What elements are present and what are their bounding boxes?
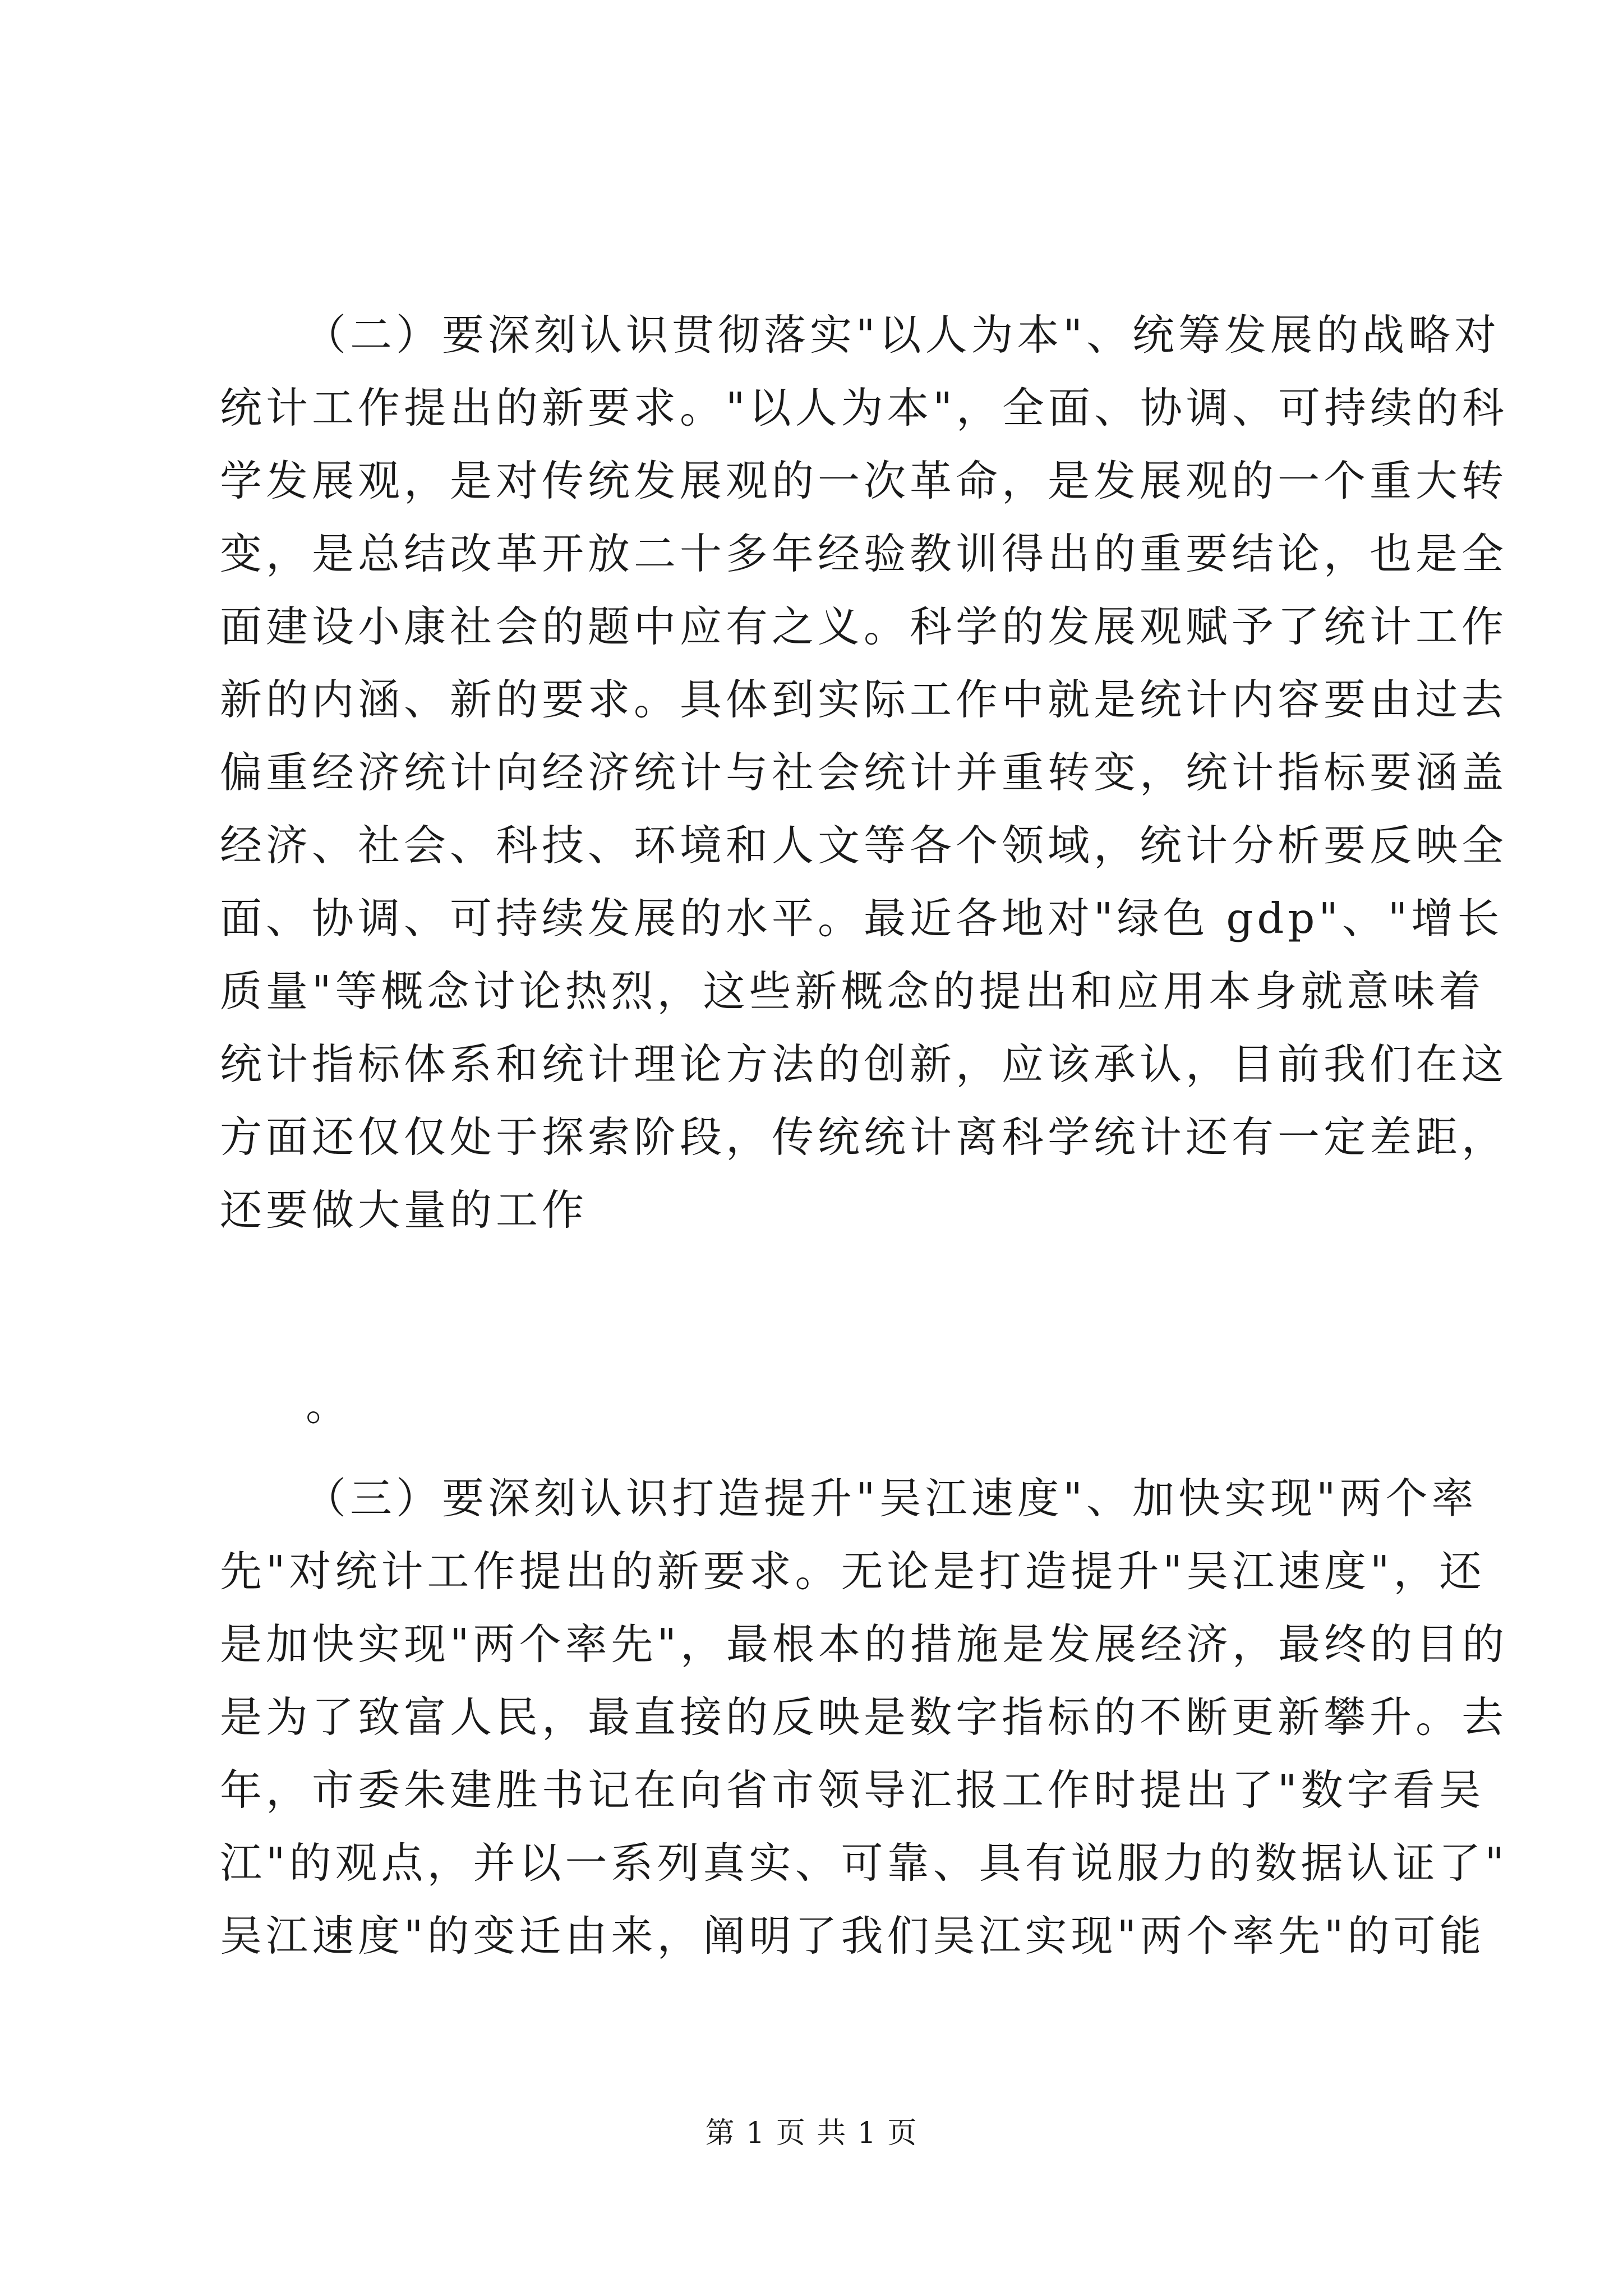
text-line: 江"的观点，并以一系列真实、可靠、具有说服力的数据认证了" xyxy=(220,1838,1508,1888)
text-line: 年，市委朱建胜书记在向省市领导汇报工作时提出了"数字看吴 xyxy=(220,1765,1485,1815)
text-line: 偏重经济统计向经济统计与社会统计并重转变，统计指标要涵盖 xyxy=(220,748,1508,797)
text-line: 吴江速度"的变迁由来，阐明了我们吴江实现"两个率先"的可能 xyxy=(220,1911,1486,1961)
text-line: 变，是总结改革开放二十多年经验教训得出的重要结论，也是全 xyxy=(220,529,1508,578)
text-line: 面、协调、可持续发展的水平。最近各地对"绿色 gdp"、"增长 xyxy=(220,894,1504,943)
text-line: 是为了致富人民，最直接的反映是数字指标的不断更新攀升。去 xyxy=(220,1692,1508,1742)
text-line: 方面还仅仅处于探索阶段，传统统计离科学统计还有一定差距， xyxy=(220,1112,1508,1162)
text-line: （二）要深刻认识贯彻落实"以人为本"、统筹发展的战略对 xyxy=(304,310,1500,360)
paragraph-3 xyxy=(220,1462,1508,1972)
text-line: 还要做大量的工作 xyxy=(220,1185,588,1235)
text-line: 统计指标体系和统计理论方法的创新，应该承认，目前我们在这 xyxy=(220,1039,1508,1089)
text-line: 统计工作提出的新要求。"以人为本"，全面、协调、可持续的科 xyxy=(220,383,1508,432)
paragraph-2 xyxy=(220,298,1508,1246)
text-line: 新的内涵、新的要求。具体到实际工作中就是统计内容要由过去 xyxy=(220,675,1508,724)
page-footer xyxy=(0,2114,1623,2153)
period-mark: 。 xyxy=(306,1381,348,1430)
text-line: 经济、社会、科技、环境和人文等各个领域，统计分析要反映全 xyxy=(220,821,1508,870)
text-line: 学发展观，是对传统发展观的一次革命，是发展观的一个重大转 xyxy=(220,456,1508,505)
text-line: 先"对统计工作提出的新要求。无论是打造提升"吴江速度"，还 xyxy=(220,1547,1486,1596)
page-number: 第 1 页 共 1 页 xyxy=(705,2116,918,2150)
text-line: （三）要深刻认识打造提升"吴江速度"、加快实现"两个率 xyxy=(304,1474,1478,1523)
text-line: 面建设小康社会的题中应有之义。科学的发展观赋予了统计工作 xyxy=(220,602,1508,651)
text-line: 是加快实现"两个率先"，最根本的措施是发展经济，最终的目的 xyxy=(220,1619,1508,1669)
text-line: 质量"等概念讨论热烈，这些新概念的提出和应用本身就意味着 xyxy=(220,967,1485,1016)
